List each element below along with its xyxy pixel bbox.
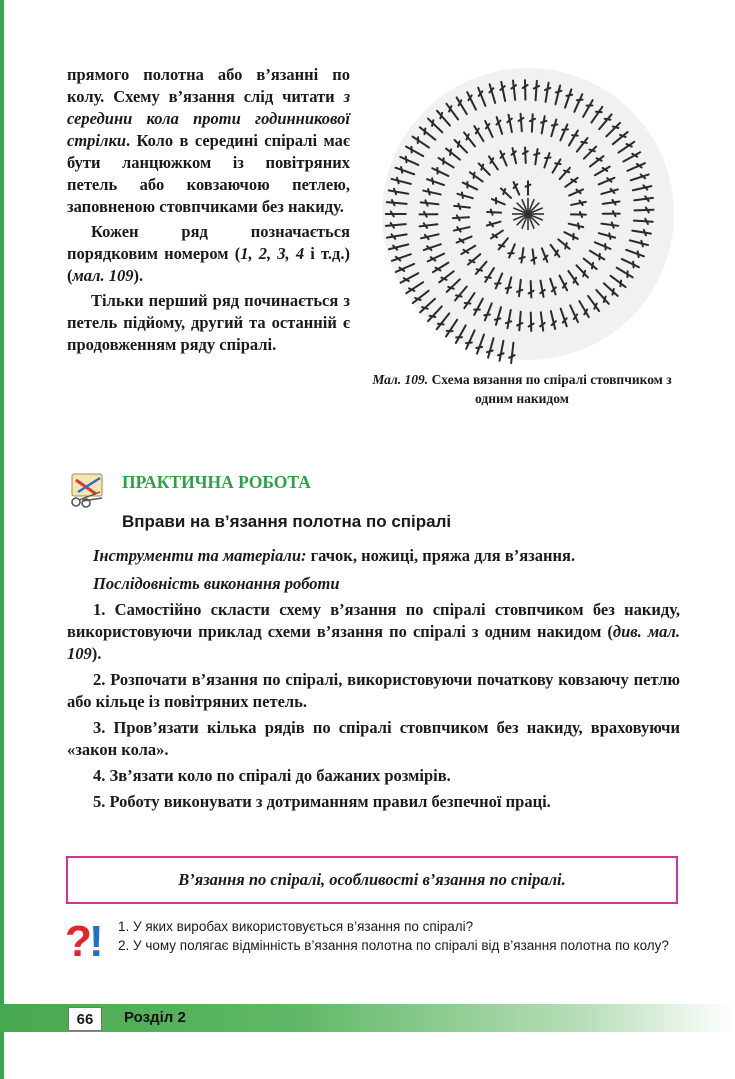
step-2: 2. Розпочати в’язання по спіралі, використовуючи початкову ковзаючу петлю або кільце із повітряних петель. (67, 670, 680, 711)
question-exclamation-icon (64, 916, 108, 962)
section-label: Розділ 2 (124, 1009, 186, 1026)
figure-caption (372, 370, 672, 408)
footer-bar (0, 1004, 735, 1032)
question-item: 1. У яких виробах використовується в’язання по спіралі? (118, 919, 474, 934)
caption-label: Мал. 109. (372, 372, 429, 387)
paragraph-1: прямого полотна або в’язанні по колу. Схему в’язання слід читати з середини кола проти годинникової стрілки. Коло в середині спіралі має бути ланцюжком із повітряних петель або ковзаючою петлею, заповненою стовпчиками без накиду. (67, 65, 350, 216)
svg-text:?: ? (65, 917, 92, 962)
caption-text: Схема вязання по спіралі стовпчиком з одним накидом (431, 372, 672, 406)
tools-icon (66, 470, 110, 510)
step-1: 1. Самостійно скласти схему в’язання по спіралі стовпчиком без накиду, використовуючи приклад схеми в’язання по спіралі з одним накидом (див. мал. 109). (67, 600, 680, 663)
spiral-crochet-diagram (378, 64, 678, 364)
step-5: 5. Роботу виконувати з дотриманням правил безпечної праці. (93, 792, 551, 811)
tools-paragraph: Інструменти та матеріали: гачок, ножиці, пряжа для в’язання. (93, 546, 576, 565)
practical-body (67, 545, 680, 817)
key-terms: В’язання по спіралі, особливості в’язання по спіралі. (178, 870, 566, 889)
page-number: 66 (68, 1007, 102, 1031)
practical-work-heading: ПРАКТИЧНА РОБОТА (122, 472, 311, 492)
review-questions (118, 918, 680, 956)
exercise-title: Вправи на в’язання полотна по спіралі (122, 512, 452, 531)
top-text-column (67, 64, 350, 356)
sequence-heading: Послідовність виконання роботи (93, 574, 340, 593)
step-3: 3. Пров’язати кілька рядів по спіралі стовпчиком без накиду, враховуючи «закон кола». (67, 718, 680, 759)
svg-text:!: ! (89, 917, 104, 962)
step-4: 4. Зв’язати коло по спіралі до бажаних розмірів. (93, 766, 451, 785)
paragraph-2: Кожен ряд позначається порядковим номером (1, 2, 3, 4 і т.д.) (мал. 109). (67, 222, 351, 285)
left-edge-strip (0, 0, 4, 1079)
key-terms-box (66, 856, 678, 904)
paragraph-3: Тільки перший ряд починається з петель підйому, другий та останній є продовженням ряду спіралі. (67, 291, 350, 354)
question-item: 2. У чому полягає відмінність в’язання полотна по спіралі від в’язання полотна по колу? (118, 938, 669, 953)
